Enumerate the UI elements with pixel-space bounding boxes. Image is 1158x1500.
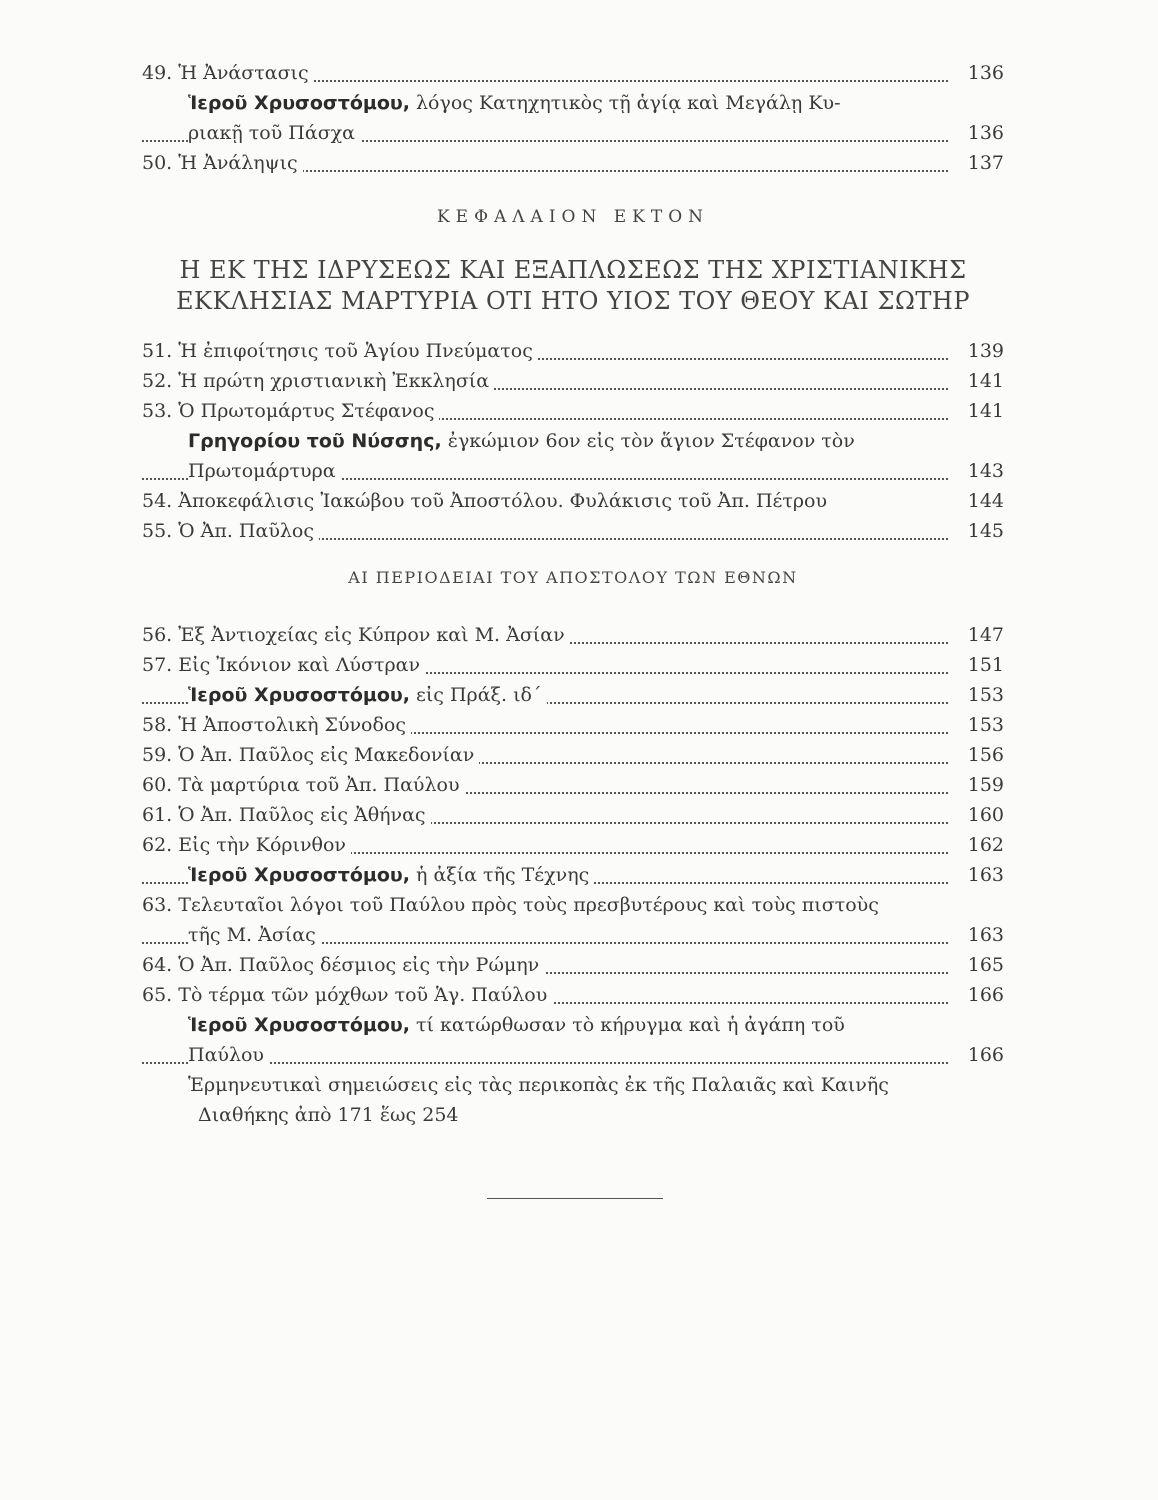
toc-entry-chrysostom-2 bbox=[142, 680, 1004, 710]
entry-title: λόγος Κατηχητικὸς τῇ ἁγίᾳ καὶ Μεγάλῃ Κυ- bbox=[416, 92, 841, 114]
entry-number: 55. bbox=[142, 520, 173, 542]
entry-page: 147 bbox=[950, 620, 1004, 650]
entry-title: τῆς Μ. Ἀσίας bbox=[188, 920, 321, 950]
toc-entry-chrysostom-4-cont bbox=[142, 1040, 1004, 1070]
chapter-label: ΚΕΦΑΛΑΙΟΝ ΕΚΤΟΝ bbox=[436, 207, 710, 227]
entry-page: 160 bbox=[950, 800, 1004, 830]
entry-page: 153 bbox=[950, 680, 1004, 710]
toc-entry-63 bbox=[142, 890, 1004, 920]
entry-page: 144 bbox=[950, 486, 1004, 516]
section-title: ΑΙ ΠΕΡΙΟΔΕΙΑΙ ΤΟΥ ΑΠΟΣΤΟΛΟΥ ΤΩΝ ΕΘΝΩΝ bbox=[348, 568, 798, 587]
toc-entry-60 bbox=[142, 770, 1004, 800]
toc-entry-chrysostom-1-cont bbox=[142, 118, 1004, 148]
entry-title: Ὁ Ἀπ. Παῦλος εἰς Ἀθήνας bbox=[178, 804, 426, 826]
toc-entry-54 bbox=[142, 486, 1004, 516]
entry-title: ριακῇ τοῦ Πάσχα bbox=[188, 118, 360, 148]
entry-page: 166 bbox=[950, 980, 1004, 1010]
entry-number: 58. bbox=[142, 714, 173, 736]
toc-entry-63-cont bbox=[142, 920, 1004, 950]
entry-number: 57. bbox=[142, 654, 173, 676]
toc-entry-52 bbox=[142, 366, 1004, 396]
entry-page: 163 bbox=[950, 860, 1004, 890]
entry-number: 50. bbox=[142, 152, 173, 174]
entry-number: 65. bbox=[142, 984, 173, 1006]
entry-title: Ἡ Ἀνάστασις bbox=[178, 62, 309, 84]
toc-entry-49 bbox=[142, 58, 1004, 88]
toc-entry-nyssa-cont bbox=[142, 456, 1004, 486]
entry-title: Τὸ τέρμα τῶν μόχθων τοῦ Ἁγ. Παύλου bbox=[178, 984, 548, 1006]
entry-page: 141 bbox=[950, 366, 1004, 396]
entry-title: ἡ ἀξία τῆς Τέχνης bbox=[416, 864, 590, 886]
entry-number: 59. bbox=[142, 744, 173, 766]
toc-entry-53 bbox=[142, 396, 1004, 426]
entry-page: 141 bbox=[950, 396, 1004, 426]
toc-entry-chrysostom-4 bbox=[142, 1010, 1004, 1040]
toc-entry-nyssa bbox=[142, 426, 1004, 456]
entry-page: 136 bbox=[950, 58, 1004, 88]
entry-page: 145 bbox=[950, 516, 1004, 546]
entry-number: 56. bbox=[142, 624, 173, 646]
entry-number: 53. bbox=[142, 400, 173, 422]
entry-author: Ἱεροῦ Χρυσοστόμου, bbox=[188, 92, 410, 114]
toc-entry-notes-cont bbox=[142, 1100, 1004, 1130]
entry-number: 61. bbox=[142, 804, 173, 826]
chapter-title-line-1: Η ΕΚ ΤΗΣ ΙΔΡΥΣΕΩΣ ΚΑΙ ΕΞΑΠΛΩΣΕΩΣ ΤΗΣ ΧΡΙΣΤΙΑΝΙΚΗΣ bbox=[179, 256, 967, 284]
entry-page: 156 bbox=[950, 740, 1004, 770]
toc-entry-51 bbox=[142, 336, 1004, 366]
entry-title: Ὁ Ἀπ. Παῦλος δέσμιος εἰς τὴν Ρώμην bbox=[178, 954, 540, 976]
entry-title: Ἡ ἐπιφοίτησις τοῦ Ἁγίου Πνεύματος bbox=[178, 340, 533, 362]
entry-number: 64. bbox=[142, 954, 173, 976]
chapter-title-line-2: ΕΚΚΛΗΣΙΑΣ ΜΑΡΤΥΡΙΑ ΟΤΙ ΗΤΟ ΥΙΟΣ ΤΟΥ ΘΕΟΥ ΚΑΙ ΣΩΤΗΡ bbox=[176, 287, 970, 315]
entry-title: εἰς Πράξ. ιδ΄ bbox=[416, 684, 542, 706]
entry-title: Παύλου bbox=[188, 1040, 269, 1070]
entry-page: 165 bbox=[950, 950, 1004, 980]
closing-rule bbox=[487, 1198, 663, 1199]
toc-entry-59 bbox=[142, 740, 1004, 770]
entry-number: 49. bbox=[142, 62, 173, 84]
toc-entry-61 bbox=[142, 800, 1004, 830]
entry-title: Πρωτομάρτυρα bbox=[188, 456, 341, 486]
entry-author: Ἱεροῦ Χρυσοστόμου, bbox=[188, 864, 410, 886]
entry-page: 162 bbox=[950, 830, 1004, 860]
toc-entry-62 bbox=[142, 830, 1004, 860]
entry-title: Ἡ πρώτη χριστιανικὴ Ἐκκλησία bbox=[178, 370, 490, 392]
entry-number: 60. bbox=[142, 774, 173, 796]
entry-title: Εἰς Ἰκόνιον καὶ Λύστραν bbox=[178, 654, 421, 676]
entry-number: 52. bbox=[142, 370, 173, 392]
entry-author: Γρηγορίου τοῦ Νύσσης, bbox=[188, 430, 442, 452]
toc-entry-55 bbox=[142, 516, 1004, 546]
entry-page: 143 bbox=[950, 456, 1004, 486]
entry-page: 166 bbox=[950, 1040, 1004, 1070]
entry-title: Ἡ Ἀνάληψις bbox=[178, 152, 298, 174]
entry-page: 153 bbox=[950, 710, 1004, 740]
entry-title: Διαθήκης ἀπὸ 171 ἕως 254 bbox=[198, 1104, 459, 1126]
toc-entry-58 bbox=[142, 710, 1004, 740]
toc-block-top bbox=[142, 58, 1004, 178]
entry-page: 163 bbox=[950, 920, 1004, 950]
toc-block-bottom bbox=[142, 620, 1004, 1130]
entry-title: Εἰς τὴν Κόρινθον bbox=[178, 834, 346, 856]
entry-page: 151 bbox=[950, 650, 1004, 680]
toc-entry-65 bbox=[142, 980, 1004, 1010]
toc-entry-57 bbox=[142, 650, 1004, 680]
toc-block-middle bbox=[142, 336, 1004, 546]
toc-entry-notes bbox=[142, 1070, 1004, 1100]
toc-entry-50 bbox=[142, 148, 1004, 178]
entry-title: Ὁ Ἀπ. Παῦλος bbox=[178, 520, 314, 542]
entry-number: 54. bbox=[142, 490, 173, 512]
entry-page: 137 bbox=[950, 148, 1004, 178]
toc-entry-chrysostom-1 bbox=[142, 88, 1004, 118]
entry-title: Ἀποκεφάλισις Ἰακώβου τοῦ Ἀποστόλου. Φυλάκισις τοῦ Ἀπ. Πέτρου bbox=[178, 490, 828, 512]
entry-title: Ἡ Ἀποστολικὴ Σύνοδος bbox=[178, 714, 407, 736]
entry-number: 63. bbox=[142, 894, 173, 916]
entry-page: 136 bbox=[950, 118, 1004, 148]
entry-title: Ἐξ Ἀντιοχείας εἰς Κύπρον καὶ Μ. Ἀσίαν bbox=[178, 624, 565, 646]
entry-number: 51. bbox=[142, 340, 173, 362]
entry-title: Ὁ Πρωτομάρτυς Στέφανος bbox=[178, 400, 435, 422]
entry-author: Ἱεροῦ Χρυσοστόμου, bbox=[188, 1014, 410, 1036]
entry-title: τί κατώρθωσαν τὸ κήρυγμα καὶ ἡ ἀγάπη τοῦ bbox=[416, 1014, 845, 1036]
entry-title: Ὁ Ἀπ. Παῦλος εἰς Μακεδονίαν bbox=[178, 744, 475, 766]
entry-title: Τελευταῖοι λόγοι τοῦ Παύλου πρὸς τοὺς πρεσβυτέρους καὶ τοὺς πιστοὺς bbox=[178, 894, 879, 916]
entry-title: ἐγκώμιον 6ον εἰς τὸν ἅγιον Στέφανον τὸν bbox=[447, 430, 855, 452]
entry-title: Τὰ μαρτύρια τοῦ Ἀπ. Παύλου bbox=[178, 774, 460, 796]
entry-title: Ἑρμηνευτικαὶ σημειώσεις εἰς τὰς περικοπὰς ἐκ τῆς Παλαιᾶς καὶ Καινῆς bbox=[188, 1074, 889, 1096]
entry-page: 139 bbox=[950, 336, 1004, 366]
entry-page: 159 bbox=[950, 770, 1004, 800]
entry-number: 62. bbox=[142, 834, 173, 856]
entry-author: Ἱεροῦ Χρυσοστόμου, bbox=[188, 684, 410, 706]
toc-entry-64 bbox=[142, 950, 1004, 980]
toc-entry-56 bbox=[142, 620, 1004, 650]
toc-entry-chrysostom-3 bbox=[142, 860, 1004, 890]
